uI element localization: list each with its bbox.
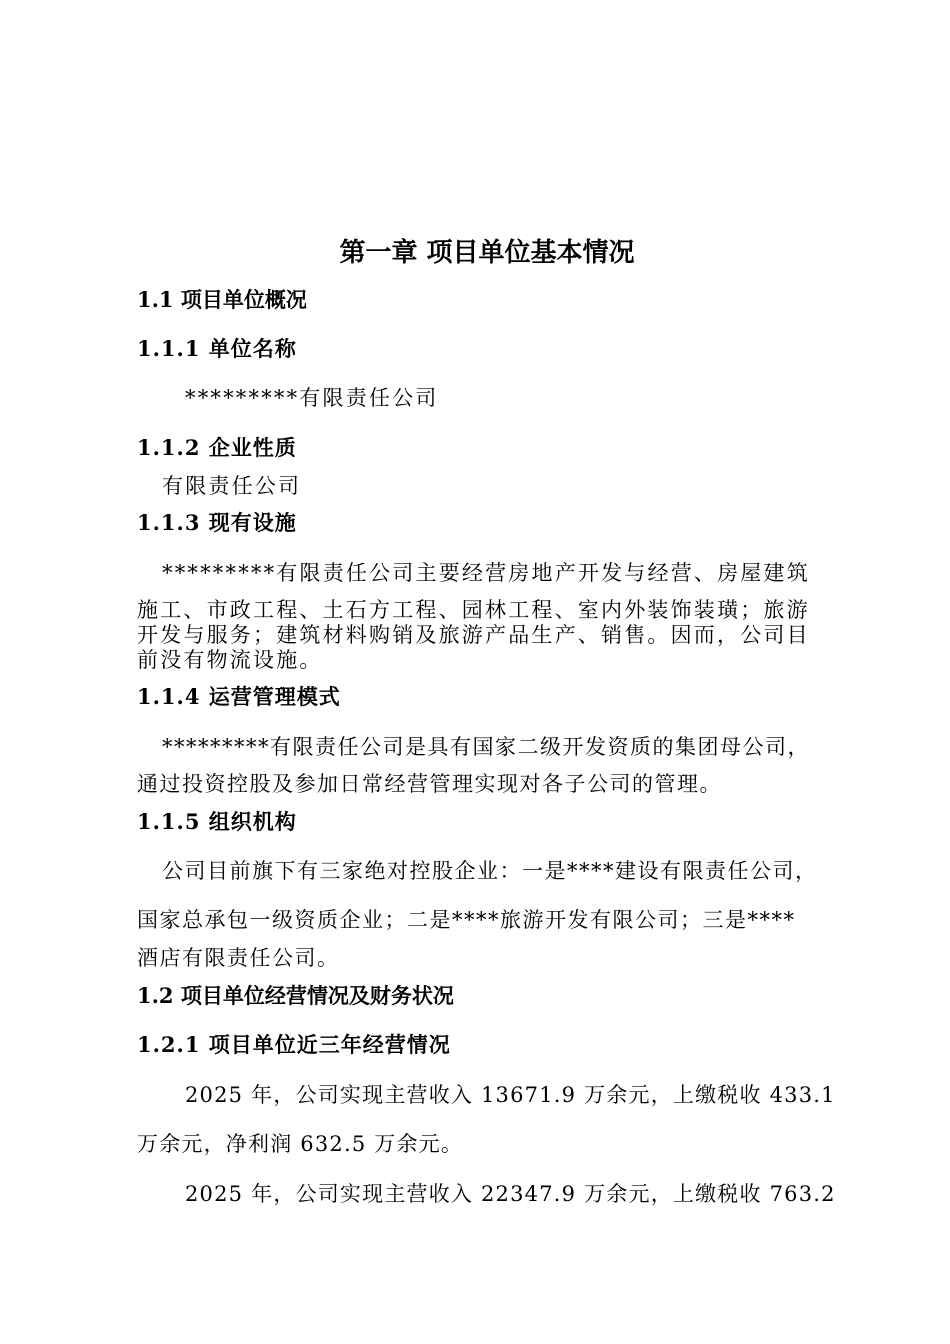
section-heading-1-2-1: 1.2.1 项目单位近三年经营情况 <box>137 1032 451 1057</box>
section-heading-1-1-1: 1.1.1 单位名称 <box>137 336 297 361</box>
section-heading-1-1-4: 1.1.4 运营管理模式 <box>137 684 341 709</box>
paragraph-line: 国家总承包一级资质企业；二是****旅游开发有限公司；三是**** <box>137 908 796 932</box>
company-name-text: *********有限责任公司 <box>185 386 439 410</box>
section-heading-1-1-3: 1.1.3 现有设施 <box>137 510 297 535</box>
paragraph-line: 施工、市政工程、土石方工程、园林工程、室内外装饰装璜；旅游 <box>137 598 810 622</box>
paragraph-line: 酒店有限责任公司。 <box>137 946 340 970</box>
chapter-title: 第一章 项目单位基本情况 <box>339 238 635 268</box>
paragraph-line: 公司目前旗下有三家绝对控股企业：一是****建设有限责任公司， <box>162 859 818 883</box>
paragraph-line: 万余元，净利润 632.5 万余元。 <box>137 1132 464 1156</box>
paragraph-line: 2025 年，公司实现主营收入 22347.9 万余元，上缴税收 763.2 <box>185 1182 836 1206</box>
section-heading-1-1: 1.1 项目单位概况 <box>137 287 307 312</box>
paragraph-line: 2025 年，公司实现主营收入 13671.9 万余元，上缴税收 433.1 <box>185 1083 836 1107</box>
paragraph-line: *********有限责任公司主要经营房地产开发与经营、房屋建筑 <box>162 561 810 585</box>
enterprise-type-text: 有限责任公司 <box>162 474 302 498</box>
paragraph-line: 通过投资控股及参加日常经营管理实现对各子公司的管理。 <box>137 772 722 796</box>
paragraph-line: *********有限责任公司是具有国家二级开发资质的集团母公司， <box>162 735 810 759</box>
section-heading-1-1-2: 1.1.2 企业性质 <box>137 435 297 460</box>
section-heading-1-2: 1.2 项目单位经营情况及财务状况 <box>137 983 454 1008</box>
paragraph-line: 开发与服务；建筑材料购销及旅游产品生产、销售。因而，公司目 <box>137 623 810 647</box>
section-heading-1-1-5: 1.1.5 组织机构 <box>137 809 297 834</box>
paragraph-line: 前没有物流设施。 <box>137 648 323 672</box>
